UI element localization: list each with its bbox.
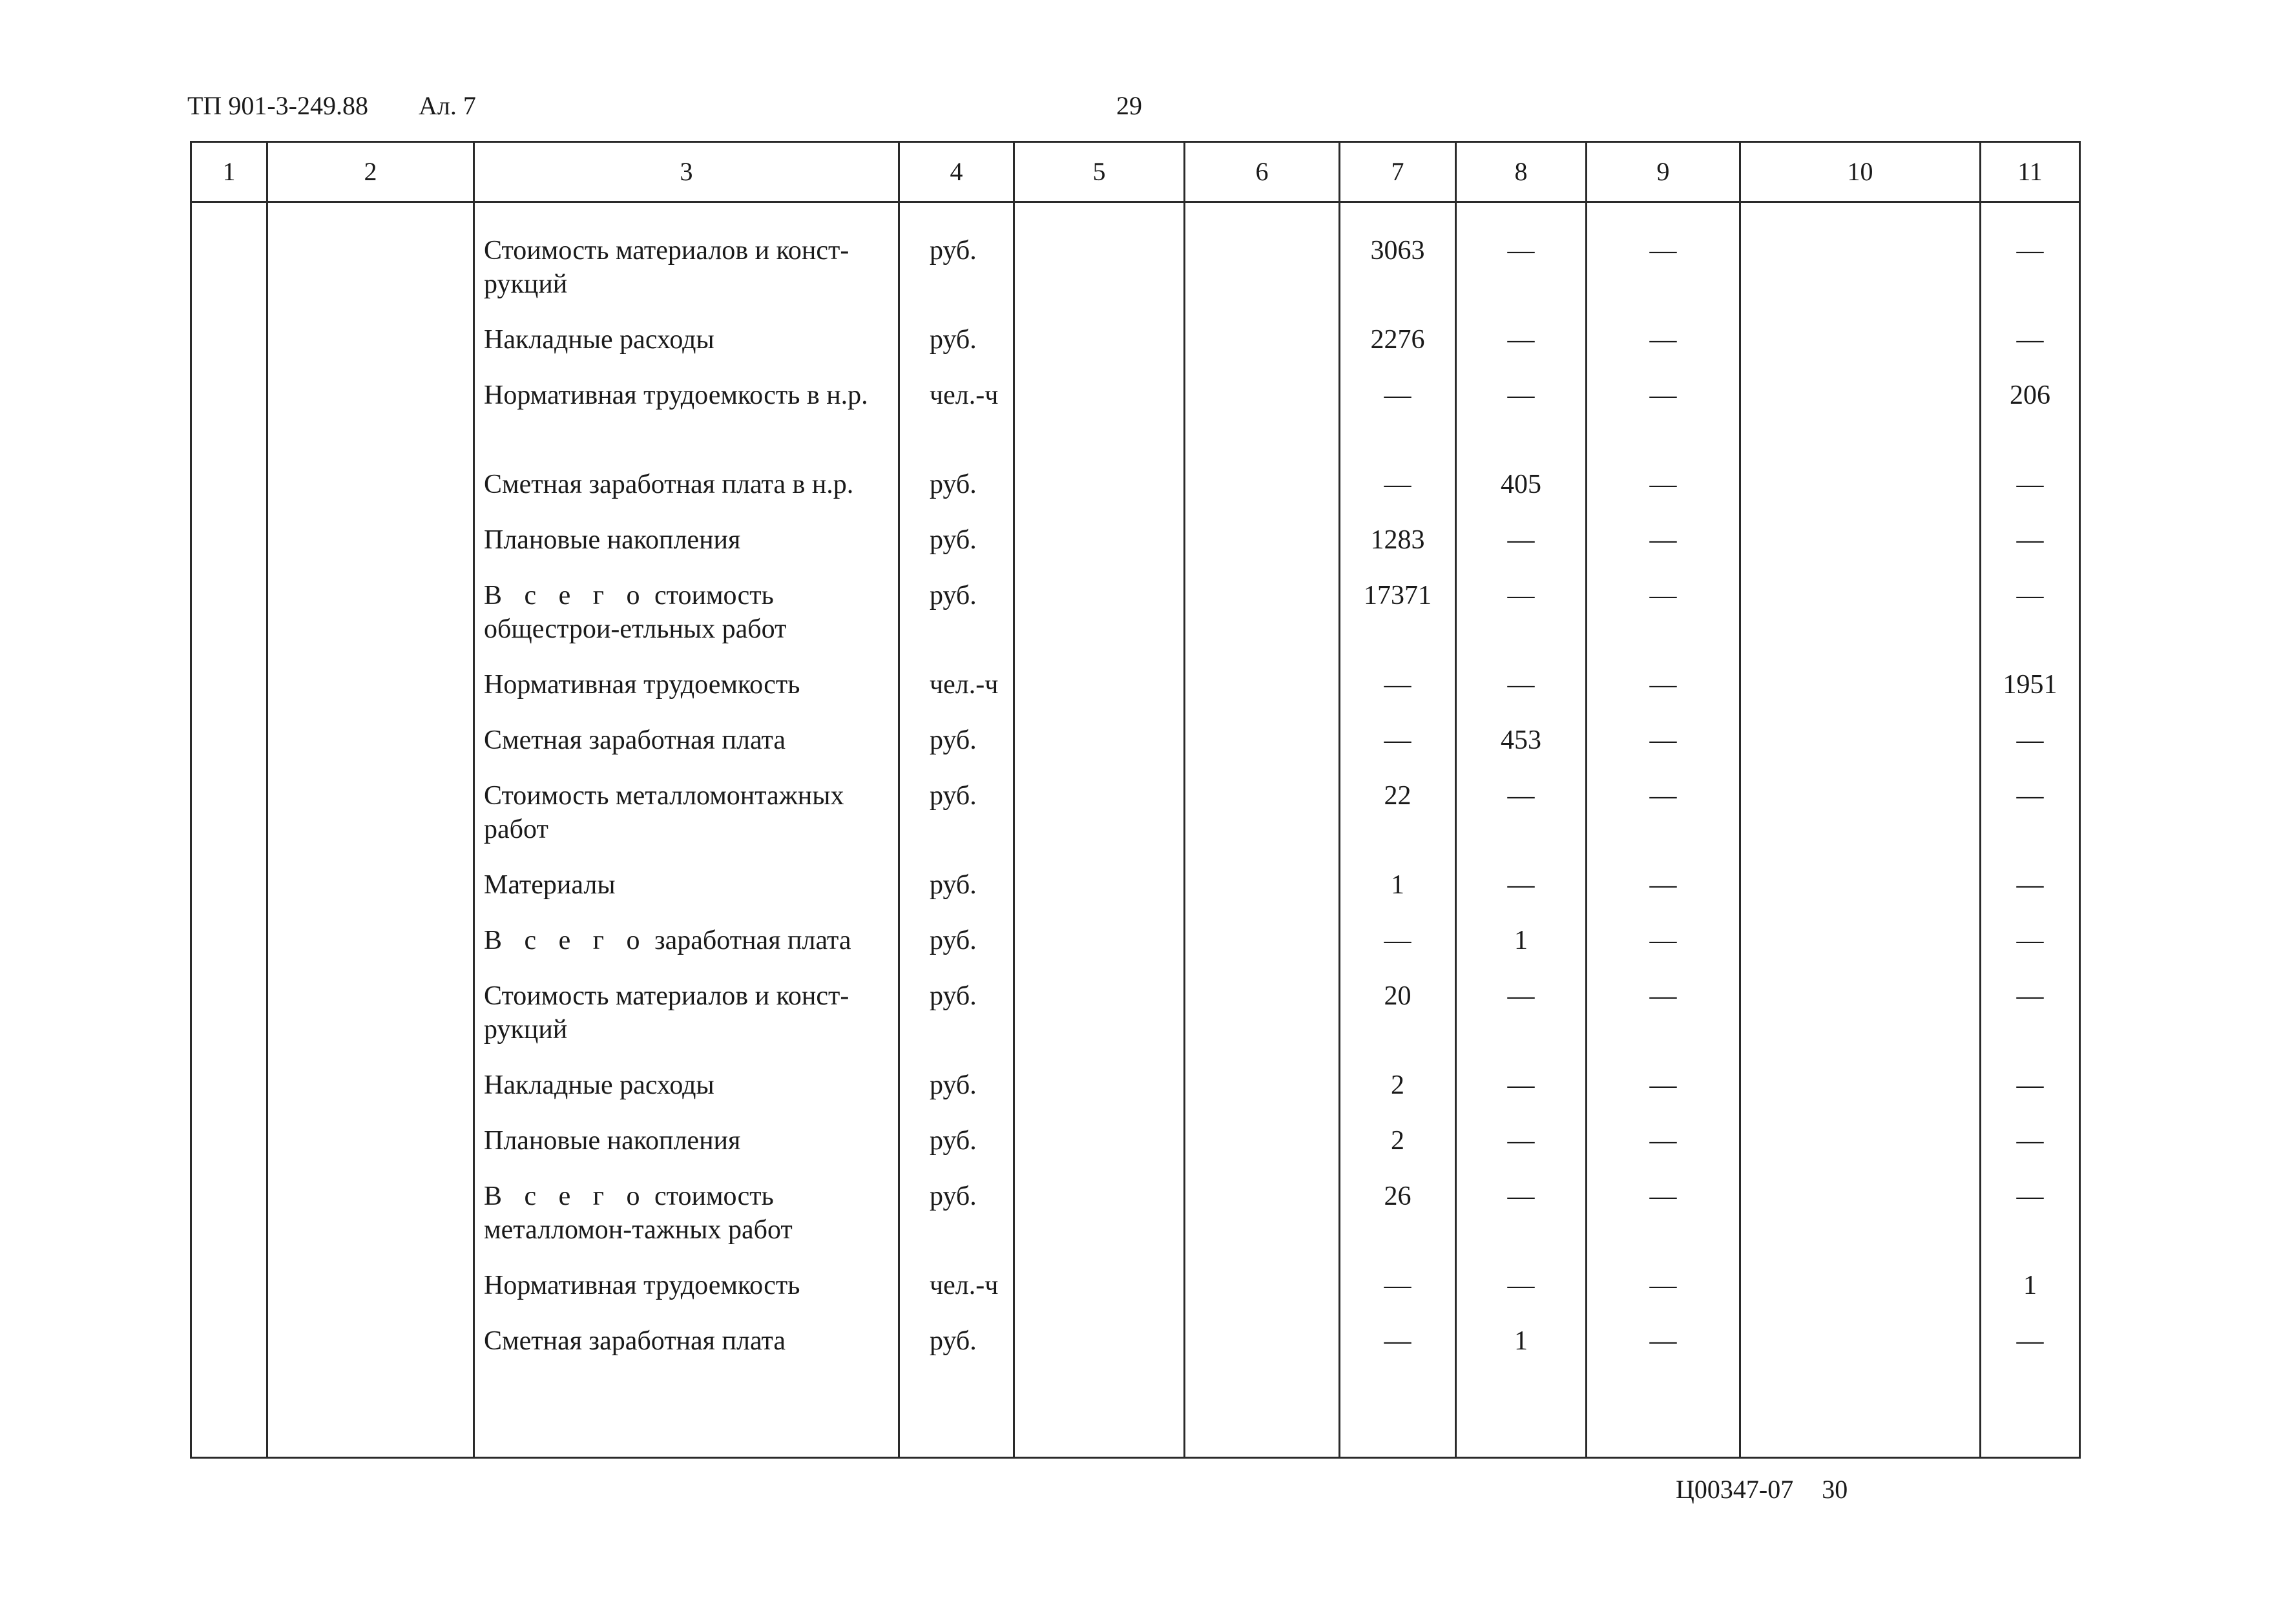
cell-unit: руб. (899, 323, 1014, 379)
description-prefix: В с е г о (484, 1182, 648, 1211)
cell-col6 (1185, 979, 1340, 1068)
description-text: Стоимость материалов и конст-рукций (484, 236, 849, 299)
footer (1676, 1474, 1848, 1504)
table-row (191, 1068, 2080, 1124)
cell-col6 (1185, 779, 1340, 868)
cell-col6 (1185, 379, 1340, 468)
cell-col5 (1014, 1124, 1185, 1180)
cell-col6 (1185, 579, 1340, 668)
cell-col11: — (1981, 979, 2080, 1068)
cell-col9: — (1587, 468, 1740, 523)
cell-col10 (1740, 779, 1981, 868)
cell-unit: руб. (899, 1180, 1014, 1269)
cell-col1 (191, 1180, 267, 1269)
cell-col2 (267, 468, 474, 523)
cell-description (474, 468, 899, 523)
cell-col1 (191, 323, 267, 379)
cell-col11: — (1981, 323, 2080, 379)
cell-description (474, 1324, 899, 1380)
description-text: Накладные расходы (484, 325, 714, 355)
cell-col9: — (1587, 1068, 1740, 1124)
cell-col10 (1740, 579, 1981, 668)
table-row (191, 468, 2080, 523)
cell-col1 (191, 1269, 267, 1324)
cell-col11: — (1981, 779, 2080, 868)
cell-unit: руб. (899, 1324, 1014, 1380)
cell-description (474, 379, 899, 468)
description-text: Стоимость материалов и конст-рукций (484, 981, 849, 1045)
cell-col7: 22 (1340, 779, 1456, 868)
cell-col5 (1014, 1269, 1185, 1324)
cell-col8: — (1456, 379, 1587, 468)
document-code: ТП 901-3-249.88 (187, 91, 368, 120)
cell-col11: 1 (1981, 1269, 2080, 1324)
sheet-reference: Ал. 7 (419, 91, 476, 120)
description-text: Нормативная трудоемкость (484, 1271, 800, 1300)
table-row (191, 379, 2080, 468)
cell-col7: 26 (1340, 1180, 1456, 1269)
cell-col9: — (1587, 1124, 1740, 1180)
description-prefix: В с е г о (484, 926, 648, 955)
cell-col2 (267, 1324, 474, 1380)
cell-col6 (1185, 924, 1340, 979)
cell-col10 (1740, 1068, 1981, 1124)
cell-col7: 3063 (1340, 234, 1456, 323)
cell-col8: — (1456, 668, 1587, 724)
table-row (191, 234, 2080, 323)
cell-col2 (267, 924, 474, 979)
cell-col8: — (1456, 234, 1587, 323)
cell-col1 (191, 1068, 267, 1124)
cell-col2 (267, 779, 474, 868)
cell-col6 (1185, 523, 1340, 579)
cell-col5 (1014, 523, 1185, 579)
cell-col10 (1740, 1124, 1981, 1180)
description-text: Накладные расходы (484, 1070, 714, 1100)
description-text: Материалы (484, 870, 616, 900)
cell-col1 (191, 1324, 267, 1380)
description-text: заработная плата (647, 926, 851, 955)
column-header: 8 (1456, 142, 1587, 202)
cell-col10 (1740, 1269, 1981, 1324)
column-header: 4 (899, 142, 1014, 202)
cell-col11: — (1981, 468, 2080, 523)
cell-col8: — (1456, 523, 1587, 579)
cell-col6 (1185, 468, 1340, 523)
cell-col5 (1014, 868, 1185, 924)
cell-col10 (1740, 1180, 1981, 1269)
table-row (191, 724, 2080, 779)
cell-unit: руб. (899, 868, 1014, 924)
description-text: Стоимость металломонтажных работ (484, 781, 844, 844)
cell-col5 (1014, 1068, 1185, 1124)
cell-col10 (1740, 979, 1981, 1068)
cell-col11: 1951 (1981, 668, 2080, 724)
cell-col1 (191, 779, 267, 868)
cell-col9: — (1587, 234, 1740, 323)
cell-col6 (1185, 1324, 1340, 1380)
description-text: Сметная заработная плата (484, 725, 786, 755)
cell-col1 (191, 523, 267, 579)
cell-col10 (1740, 724, 1981, 779)
cell-col2 (267, 979, 474, 1068)
cell-col1 (191, 724, 267, 779)
cell-col8: — (1456, 868, 1587, 924)
cell-description (474, 1180, 899, 1269)
table-row (191, 868, 2080, 924)
cell-description (474, 724, 899, 779)
cell-col5 (1014, 379, 1185, 468)
table-row (191, 1180, 2080, 1269)
spacer-row (191, 202, 2080, 234)
column-header: 7 (1340, 142, 1456, 202)
cell-col11: — (1981, 234, 2080, 323)
table-row (191, 779, 2080, 868)
table-row (191, 323, 2080, 379)
cell-col10 (1740, 668, 1981, 724)
cell-col8: — (1456, 779, 1587, 868)
column-header: 1 (191, 142, 267, 202)
cell-unit: руб. (899, 724, 1014, 779)
column-header: 3 (474, 142, 899, 202)
table-row (191, 668, 2080, 724)
cell-description (474, 924, 899, 979)
cell-col8: — (1456, 579, 1587, 668)
table-row (191, 579, 2080, 668)
cell-col9: — (1587, 979, 1740, 1068)
column-header: 9 (1587, 142, 1740, 202)
cell-col10 (1740, 523, 1981, 579)
cell-col2 (267, 379, 474, 468)
cell-col8: 405 (1456, 468, 1587, 523)
description-text: Сметная заработная плата (484, 1326, 786, 1356)
description-text: Плановые накопления (484, 1126, 741, 1156)
cell-unit: руб. (899, 779, 1014, 868)
cell-col1 (191, 1124, 267, 1180)
cell-col6 (1185, 668, 1340, 724)
estimate-table (190, 141, 2081, 1459)
cell-description (474, 979, 899, 1068)
cell-col11: — (1981, 579, 2080, 668)
cell-col9: — (1587, 1324, 1740, 1380)
cell-col6 (1185, 1269, 1340, 1324)
cell-col7: 2276 (1340, 323, 1456, 379)
cell-col8: — (1456, 1124, 1587, 1180)
cell-unit: руб. (899, 468, 1014, 523)
cell-col10 (1740, 924, 1981, 979)
cell-col11: — (1981, 1180, 2080, 1269)
cell-col5 (1014, 779, 1185, 868)
cell-col5 (1014, 924, 1185, 979)
cell-col8: 1 (1456, 924, 1587, 979)
cell-col6 (1185, 1068, 1340, 1124)
cell-description (474, 779, 899, 868)
cell-col10 (1740, 234, 1981, 323)
cell-col1 (191, 868, 267, 924)
cell-unit: руб. (899, 1124, 1014, 1180)
description-text: Нормативная трудоемкость (484, 670, 800, 700)
description-prefix: В с е г о (484, 581, 648, 610)
cell-col1 (191, 234, 267, 323)
cell-col5 (1014, 668, 1185, 724)
cell-col5 (1014, 1324, 1185, 1380)
cell-col11: — (1981, 1324, 2080, 1380)
cell-col5 (1014, 234, 1185, 323)
cell-col10 (1740, 868, 1981, 924)
table-bottom-row (191, 1380, 2080, 1458)
cell-col7: 20 (1340, 979, 1456, 1068)
cell-unit: руб. (899, 1068, 1014, 1124)
column-header: 11 (1981, 142, 2080, 202)
cell-col10 (1740, 379, 1981, 468)
cell-description (474, 1269, 899, 1324)
cell-col5 (1014, 323, 1185, 379)
cell-description (474, 323, 899, 379)
cell-col9: — (1587, 523, 1740, 579)
table-row (191, 1269, 2080, 1324)
cell-unit: руб. (899, 523, 1014, 579)
cell-col1 (191, 379, 267, 468)
cell-col7: — (1340, 379, 1456, 468)
cell-col5 (1014, 1180, 1185, 1269)
cell-col7: — (1340, 468, 1456, 523)
cell-col2 (267, 1180, 474, 1269)
cell-col5 (1014, 468, 1185, 523)
cell-col9: — (1587, 868, 1740, 924)
column-header-row (191, 142, 2080, 202)
column-header: 10 (1740, 142, 1981, 202)
cell-description (474, 234, 899, 323)
cell-col6 (1185, 234, 1340, 323)
cell-col8: — (1456, 1180, 1587, 1269)
cell-col2 (267, 1068, 474, 1124)
cell-col6 (1185, 1180, 1340, 1269)
cell-col7: 2 (1340, 1124, 1456, 1180)
cell-col10 (1740, 1324, 1981, 1380)
cell-col9: — (1587, 323, 1740, 379)
cell-col2 (267, 1124, 474, 1180)
column-header: 5 (1014, 142, 1185, 202)
cell-col7: — (1340, 668, 1456, 724)
table-row (191, 523, 2080, 579)
cell-col2 (267, 724, 474, 779)
table-row (191, 1124, 2080, 1180)
cell-col6 (1185, 1124, 1340, 1180)
cell-description (474, 1068, 899, 1124)
cell-col1 (191, 924, 267, 979)
cell-col7: 17371 (1340, 579, 1456, 668)
cell-col6 (1185, 724, 1340, 779)
column-header: 2 (267, 142, 474, 202)
footer-sheet: 30 (1822, 1475, 1848, 1504)
column-header: 6 (1185, 142, 1340, 202)
description-text: Плановые накопления (484, 525, 741, 555)
cell-col9: — (1587, 779, 1740, 868)
cell-col8: — (1456, 979, 1587, 1068)
cell-col2 (267, 668, 474, 724)
cell-col1 (191, 979, 267, 1068)
page-number: 29 (1116, 91, 1142, 120)
footer-code: Ц00347-07 (1676, 1475, 1794, 1504)
cell-col11: 206 (1981, 379, 2080, 468)
cell-col10 (1740, 468, 1981, 523)
cell-col10 (1740, 323, 1981, 379)
cell-col11: — (1981, 724, 2080, 779)
cell-col11: — (1981, 523, 2080, 579)
cell-col1 (191, 579, 267, 668)
cell-unit: чел.-ч (899, 379, 1014, 468)
description-text: Нормативная трудоемкость в н.р. (484, 380, 868, 410)
cell-col1 (191, 668, 267, 724)
description-text: стоимость общестрои-етльных работ (484, 581, 787, 644)
cell-unit: руб. (899, 579, 1014, 668)
cell-col7: — (1340, 924, 1456, 979)
cell-col7: — (1340, 1324, 1456, 1380)
cell-col11: — (1981, 924, 2080, 979)
cell-unit: руб. (899, 234, 1014, 323)
cell-col5 (1014, 724, 1185, 779)
cell-description (474, 1124, 899, 1180)
cell-unit: чел.-ч (899, 668, 1014, 724)
cell-col9: — (1587, 579, 1740, 668)
cell-unit: руб. (899, 924, 1014, 979)
cell-col8: — (1456, 323, 1587, 379)
cell-col7: 1283 (1340, 523, 1456, 579)
cell-col2 (267, 579, 474, 668)
cell-col7: 2 (1340, 1068, 1456, 1124)
cell-description (474, 579, 899, 668)
cell-description (474, 668, 899, 724)
table-row (191, 979, 2080, 1068)
cell-col8: — (1456, 1269, 1587, 1324)
cell-col2 (267, 523, 474, 579)
cell-col11: — (1981, 1068, 2080, 1124)
cell-col2 (267, 234, 474, 323)
cell-description (474, 523, 899, 579)
cell-col6 (1185, 868, 1340, 924)
cell-col9: — (1587, 924, 1740, 979)
cell-col9: — (1587, 379, 1740, 468)
cell-col11: — (1981, 868, 2080, 924)
cell-col2 (267, 868, 474, 924)
table-row (191, 924, 2080, 979)
cell-unit: руб. (899, 979, 1014, 1068)
cell-description (474, 868, 899, 924)
description-text: стоимость металломон-тажных работ (484, 1182, 793, 1245)
cell-col9: — (1587, 1180, 1740, 1269)
cell-col2 (267, 323, 474, 379)
description-text: Сметная заработная плата в н.р. (484, 470, 854, 499)
cell-col9: — (1587, 1269, 1740, 1324)
cell-col1 (191, 468, 267, 523)
cell-unit: чел.-ч (899, 1269, 1014, 1324)
cell-col6 (1185, 323, 1340, 379)
cell-col11: — (1981, 1124, 2080, 1180)
cell-col8: 1 (1456, 1324, 1587, 1380)
table-row (191, 1324, 2080, 1380)
cell-col9: — (1587, 724, 1740, 779)
cell-col7: — (1340, 1269, 1456, 1324)
cell-col7: — (1340, 724, 1456, 779)
cell-col8: 453 (1456, 724, 1587, 779)
cell-col5 (1014, 579, 1185, 668)
cell-col5 (1014, 979, 1185, 1068)
cell-col7: 1 (1340, 868, 1456, 924)
cell-col9: — (1587, 668, 1740, 724)
cell-col8: — (1456, 1068, 1587, 1124)
cell-col2 (267, 1269, 474, 1324)
